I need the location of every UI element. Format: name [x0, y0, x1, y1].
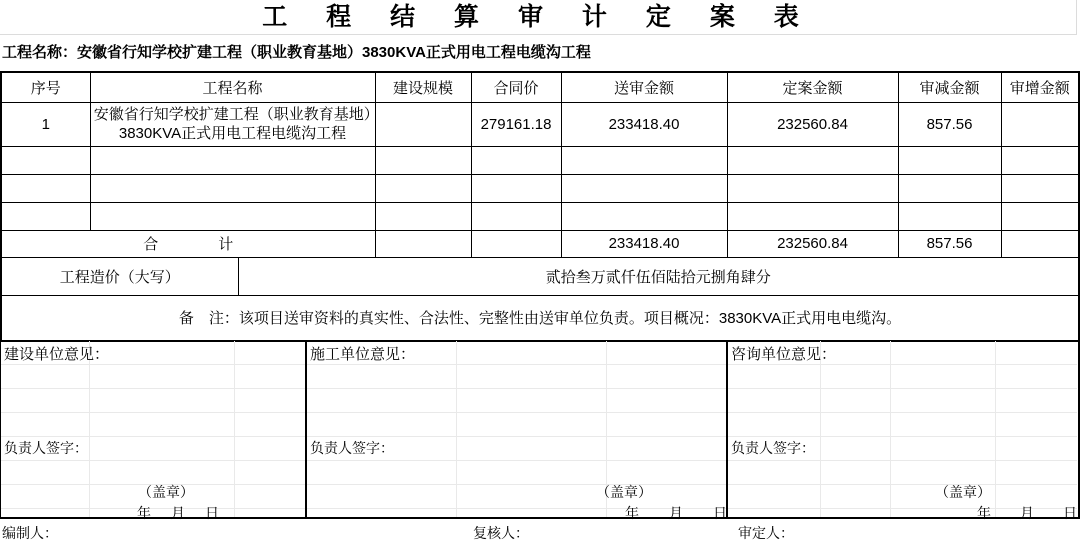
- note-text: 备 注：该项目送审资料的真实性、合法性、完整性由送审单位负责。项目概况：3830KVA正式用电电缆沟。: [1, 295, 1079, 341]
- opinion-box-construction-unit: [1, 341, 307, 521]
- total-reduced: 857.56: [898, 230, 1001, 257]
- opinion-label: 咨询单位意见：: [731, 346, 837, 363]
- total-contract-price: [471, 230, 561, 257]
- month-label: 月: [1020, 505, 1034, 521]
- total-increased: [1001, 230, 1079, 257]
- faint-gridline: [1076, 0, 1077, 35]
- cell-reduced: 857.56: [898, 102, 1001, 146]
- month-label: 月: [669, 505, 683, 521]
- year-label: 年: [137, 505, 151, 521]
- faint-gridline: [820, 341, 821, 517]
- sign-label: 负责人签字：: [310, 440, 394, 456]
- col-header-finalized: 定案金额: [727, 72, 898, 102]
- preparer-label: 编制人：: [2, 525, 58, 541]
- cell-submitted: 233418.40: [561, 102, 727, 146]
- col-header-name: 工程名称: [90, 72, 375, 102]
- cost-in-words-row: [1, 257, 1079, 295]
- seal-label: （盖章）: [596, 484, 652, 500]
- seal-label: （盖章）: [138, 484, 194, 500]
- cell-scale: [375, 102, 471, 146]
- cell-seq: 1: [1, 102, 90, 146]
- seal-label: （盖章）: [935, 484, 991, 500]
- table-header-row: [1, 72, 1079, 102]
- table-row-empty: [1, 174, 1079, 202]
- col-header-reduced: 审减金额: [898, 72, 1001, 102]
- total-submitted: 233418.40: [561, 230, 727, 257]
- faint-gridline: [995, 341, 996, 517]
- title-zone: [0, 0, 1077, 35]
- faint-gridline: [234, 341, 235, 517]
- year-label: 年: [625, 505, 639, 521]
- faint-gridline: [89, 341, 90, 517]
- cell-contract-price: 279161.18: [471, 102, 561, 146]
- col-header-contract-price: 合同价: [471, 72, 561, 102]
- month-label: 月: [171, 505, 185, 521]
- document-title: 工 程 结 算 审 计 定 案 表: [262, 3, 815, 31]
- cell-project-name: 安徽省行知学校扩建工程（职业教育基地）3830KVA正式用电工程电缆沟工程: [90, 102, 375, 146]
- day-label: 日: [1063, 505, 1077, 521]
- col-header-increased: 审增金额: [1001, 72, 1079, 102]
- total-finalized: 232560.84: [727, 230, 898, 257]
- opinion-box-consultant-unit: [728, 341, 1077, 521]
- cell-increased: [1001, 102, 1079, 146]
- opinion-label: 施工单位意见：: [310, 346, 416, 363]
- sign-label: 负责人签字：: [731, 440, 815, 456]
- col-header-scale: 建设规模: [375, 72, 471, 102]
- note-row: [1, 295, 1079, 341]
- day-label: 日: [713, 505, 727, 521]
- total-scale: [375, 230, 471, 257]
- project-name-line: 工程名称：安徽省行知学校扩建工程（职业教育基地）3830KVA正式用电工程电缆沟工程: [2, 44, 591, 61]
- reviewer-label: 复核人：: [473, 525, 529, 541]
- total-label: 合 计: [1, 230, 375, 257]
- table-row-empty: [1, 202, 1079, 230]
- table-row: [1, 102, 1079, 146]
- opinion-section: [0, 341, 1080, 519]
- faint-gridline: [890, 341, 891, 517]
- footer-strip: [0, 519, 1083, 541]
- cell-finalized: 232560.84: [727, 102, 898, 146]
- total-row: [1, 230, 1079, 257]
- faint-gridline: [456, 341, 457, 517]
- sign-label: 负责人签字：: [4, 440, 88, 456]
- cost-in-words-value: 贰拾叁万贰仟伍佰陆拾元捌角肆分: [238, 257, 1079, 295]
- opinion-label: 建设单位意见：: [4, 346, 110, 363]
- cost-in-words-label: 工程造价（大写）: [1, 257, 238, 295]
- col-header-submitted: 送审金额: [561, 72, 727, 102]
- opinion-box-contractor-unit: [307, 341, 728, 521]
- settlement-table: [0, 71, 1080, 342]
- approver-label: 审定人：: [738, 525, 794, 541]
- day-label: 日: [205, 505, 219, 521]
- table-row-empty: [1, 146, 1079, 174]
- col-header-seq: 序号: [1, 72, 90, 102]
- year-label: 年: [977, 505, 991, 521]
